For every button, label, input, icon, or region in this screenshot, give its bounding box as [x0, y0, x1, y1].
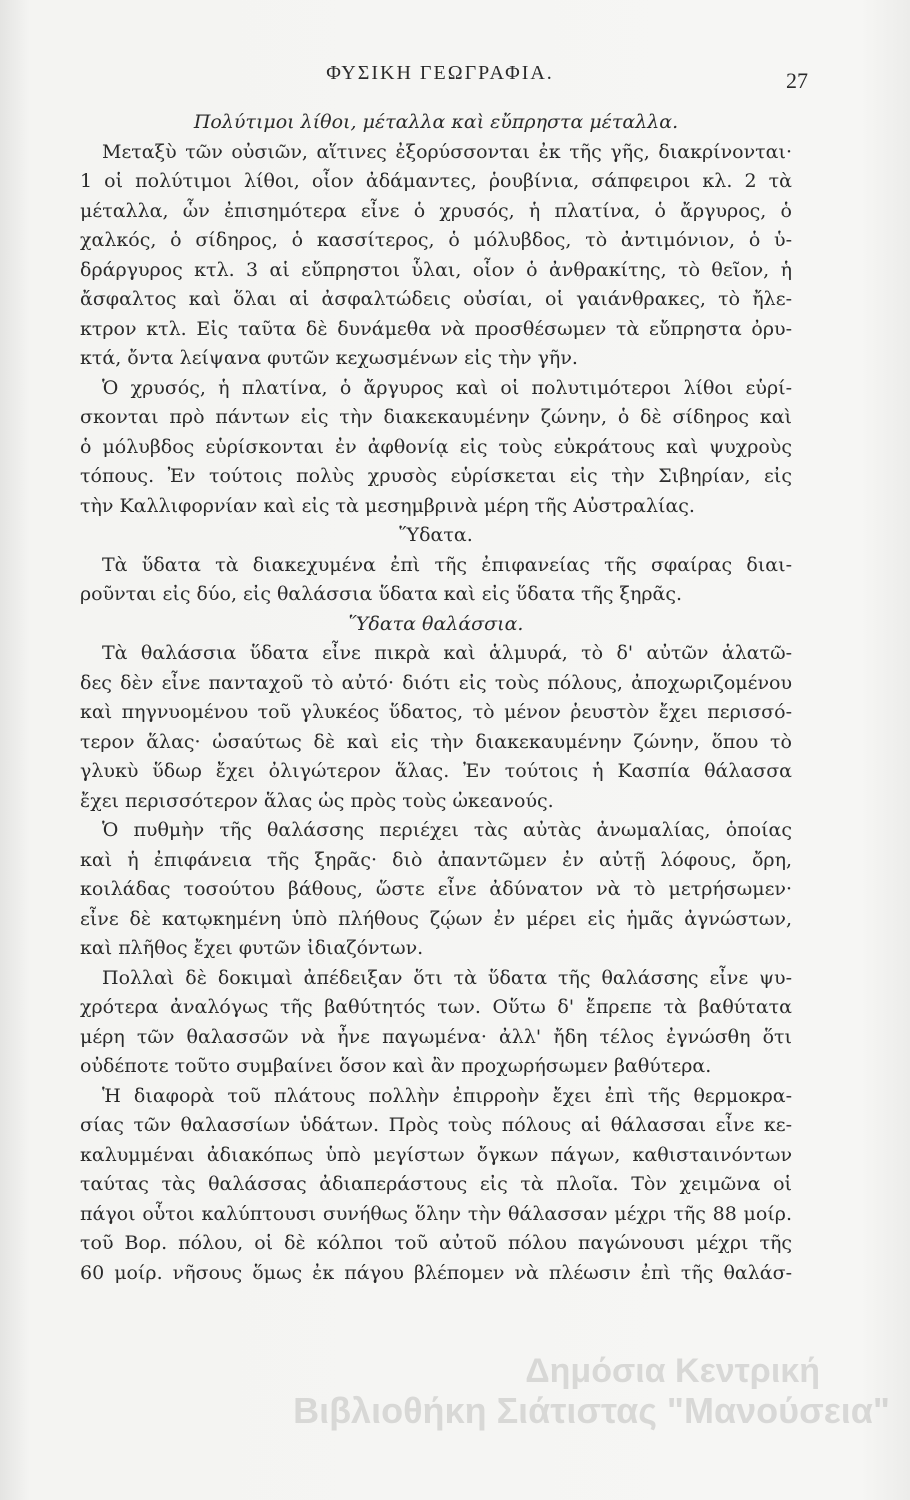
text-line: τόπους. Ἐν τούτοις πολὺς χρυσὸς εὑρίσκεται εἰς τὴν Σιβηρίαν, εἰς — [80, 465, 792, 487]
text-line: χρότερα ἀναλόγως τῆς βαθύτητός των. Οὕτω δ' ἔπρεπε τὰ βαθύτατα — [80, 996, 792, 1018]
text-line: πάγοι οὗτοι καλύπτουσι συνήθως ὅλην τὴν θάλασσαν μέχρι τῆς 88 μοίρ. — [80, 1202, 792, 1225]
text-line: κοιλάδας τοσούτου βάθους, ὥστε εἶνε ἀδύνατον νὰ τὸ μετρήσωμεν· — [80, 878, 792, 900]
text-line: ὁ μόλυβδος εὑρίσκονται ἐν ἀφθονίᾳ εἰς τοὺς εὐκράτους καὶ ψυχροὺς — [80, 435, 792, 458]
text-line: Ὕδατα. — [399, 524, 473, 546]
text-line: Μεταξὺ τῶν οὐσιῶν, αἵτινες ἐξορύσσονται ἐκ τῆς γῆς, διακρίνονται· — [102, 140, 792, 163]
text-line: 60 μοίρ. νῆσους ὅμως ἐκ πάγου βλέπομεν νὰ πλέωσιν ἐπὶ τῆς θαλάσ- — [80, 1261, 792, 1284]
watermark-line-1: Δημόσια Κεντρική — [525, 1352, 820, 1390]
text-line: 1 οἱ πολύτιμοι λίθοι, οἷον ἀδάμαντες, ῥουβίνια, σάπφειροι κλ. 2 τὰ — [80, 170, 792, 192]
text-line: ροῦνται εἰς δύο, εἰς θαλάσσια ὕδατα καὶ εἰς ὕδατα τῆς ξηρᾶς. — [80, 583, 683, 605]
text-line: τοῦ Βορ. πόλου, οἱ δὲ κόλποι τοῦ αὐτοῦ πόλου παγώνουσι μέχρι τῆς — [80, 1232, 792, 1254]
text-line: οὐδέποτε τοῦτο συμβαίνει ὅσον καὶ ἂν προχωρήσωμεν βαθύτερα. — [80, 1055, 712, 1077]
text-line: χαλκός, ὁ σίδηρος, ὁ κασσίτερος, ὁ μόλυβδος, τὸ ἀντιμόνιον, ὁ ὑ- — [80, 229, 792, 251]
page-number: 27 — [786, 68, 808, 93]
text-line: καὶ ἡ ἐπιφάνεια τῆς ξηρᾶς· διὸ ἀπαντῶμεν ἐν αὐτῇ λόφους, ὄρη, — [80, 848, 792, 871]
running-head: ΦΥΣΙΚΗ ΓΕΩΓΡΑΦΙΑ. — [326, 62, 554, 84]
text-line: Ὕδατα θαλάσσια. — [348, 612, 524, 635]
text-line: ἄσφαλτος καὶ ὅλαι αἱ ἀσφαλτώδεις οὐσίαι, οἱ γαιάνθρακες, τὸ ἤλε- — [80, 288, 792, 310]
text-line: δράργυρος κτλ. 3 αἱ εὔπρηστοι ὗλαι, οἷον ὁ ἀνθρακίτης, τὸ θεῖον, ἡ — [80, 258, 792, 281]
text-line: καὶ πλῆθος ἔχει φυτῶν ἰδιαζόντων. — [80, 937, 424, 959]
body-text — [80, 108, 792, 1288]
text-line: μέρη τῶν θαλασσῶν νὰ ἦνε παγωμένα· ἀλλ' ἤδη τέλος ἐγνώσθη ὅτι — [80, 1025, 792, 1048]
text-line: γλυκὺ ὕδωρ ἔχει ὀλιγώτερον ἅλας. Ἐν τούτοις ἡ Κασπία θάλασσα — [80, 760, 792, 782]
text-line: καὶ πηγνυομένου τοῦ γλυκέος ὕδατος, τὸ μένον ῥευστὸν ἔχει περισσό- — [80, 701, 792, 723]
text-line: Πολλαὶ δὲ δοκιμαὶ ἀπέδειξαν ὅτι τὰ ὕδατα τῆς θαλάσσης εἶνε ψυ- — [102, 966, 792, 989]
text-line: Ὁ πυθμὴν τῆς θαλάσσης περιέχει τὰς αὐτὰς ἀνωμαλίας, ὁποίας — [102, 819, 792, 841]
text-line: Ἡ διαφορὰ τοῦ πλάτους πολλὴν ἐπιρροὴν ἔχει ἐπὶ τῆς θερμοκρα- — [102, 1084, 792, 1107]
text-line: Τὰ ὕδατα τὰ διακεχυμένα ἐπὶ τῆς ἐπιφανείας τῆς σφαίρας διαι- — [102, 553, 792, 576]
text-line: σίας τῶν θαλασσίων ὑδάτων. Πρὸς τοὺς πόλους αἱ θάλασσαι εἶνε κε- — [80, 1114, 792, 1136]
text-line: τὴν Καλλιφορνίαν καὶ εἰς τὰ μεσημβρινὰ μέρη τῆς Αὐστραλίας. — [80, 494, 695, 517]
text-line: καλυμμέναι ἀδιακόπως ὑπὸ μεγίστων ὄγκων πάγων, καθισταινόντων — [80, 1143, 792, 1166]
text-line: τερον ἅλας· ὡσαύτως δὲ καὶ εἰς τὴν διακεκαυμένην ζώνην, ὅπου τὸ — [80, 730, 792, 753]
text-line: σκονται πρὸ πάντων εἰς τὴν διακεκαυμένην ζώνην, ὁ δὲ σίδηρος καὶ — [80, 406, 792, 428]
text-line: δες δὲν εἶνε πανταχοῦ τὸ αὐτό· διότι εἰς τοὺς πόλους, ἀποχωριζομένου — [80, 671, 792, 694]
text-line: μέταλλα, ὧν ἐπισημότερα εἶνε ὁ χρυσός, ἡ πλατίνα, ὁ ἄργυρος, ὁ — [80, 199, 792, 222]
page-header — [80, 62, 808, 93]
text-line: Ὁ χρυσός, ἡ πλατίνα, ὁ ἄργυρος καὶ οἱ πολυτιμότεροι λίθοι εὑρί- — [102, 376, 792, 399]
text-line: Πολύτιμοι λίθοι, μέταλλα καὶ εὔπρηστα μέταλλα. — [193, 111, 679, 133]
watermark-line-2: Βιβλιοθήκη Σιάτιστας "Μανούσεια" — [293, 1390, 890, 1431]
text-line: ταύτας τὰς θαλάσσας ἀδιαπεράστους εἰς τὰ πλοῖα. Τὸν χειμῶνα οἱ — [80, 1173, 792, 1195]
text-line: Τὰ θαλάσσια ὕδατα εἶνε πικρὰ καὶ ἁλμυρά, τὸ δ' αὐτῶν ἁλατῶ- — [102, 642, 792, 664]
text-line: εἶνε δὲ κατῳκημένη ὑπὸ πλήθους ζῴων ἐν μέρει εἰς ἡμᾶς ἀγνώστων, — [80, 907, 792, 930]
text-line: ἔχει περισσότερον ἅλας ὡς πρὸς τοὺς ὠκεανούς. — [80, 789, 554, 812]
text-line: κτά, ὄντα λείψανα φυτῶν κεχωσμένων εἰς τὴν γῆν. — [80, 347, 578, 369]
text-line: κτρον κτλ. Εἰς ταῦτα δὲ δυνάμεθα νὰ προσθέσωμεν τὰ εὔπρηστα ὀρυ- — [80, 317, 792, 340]
